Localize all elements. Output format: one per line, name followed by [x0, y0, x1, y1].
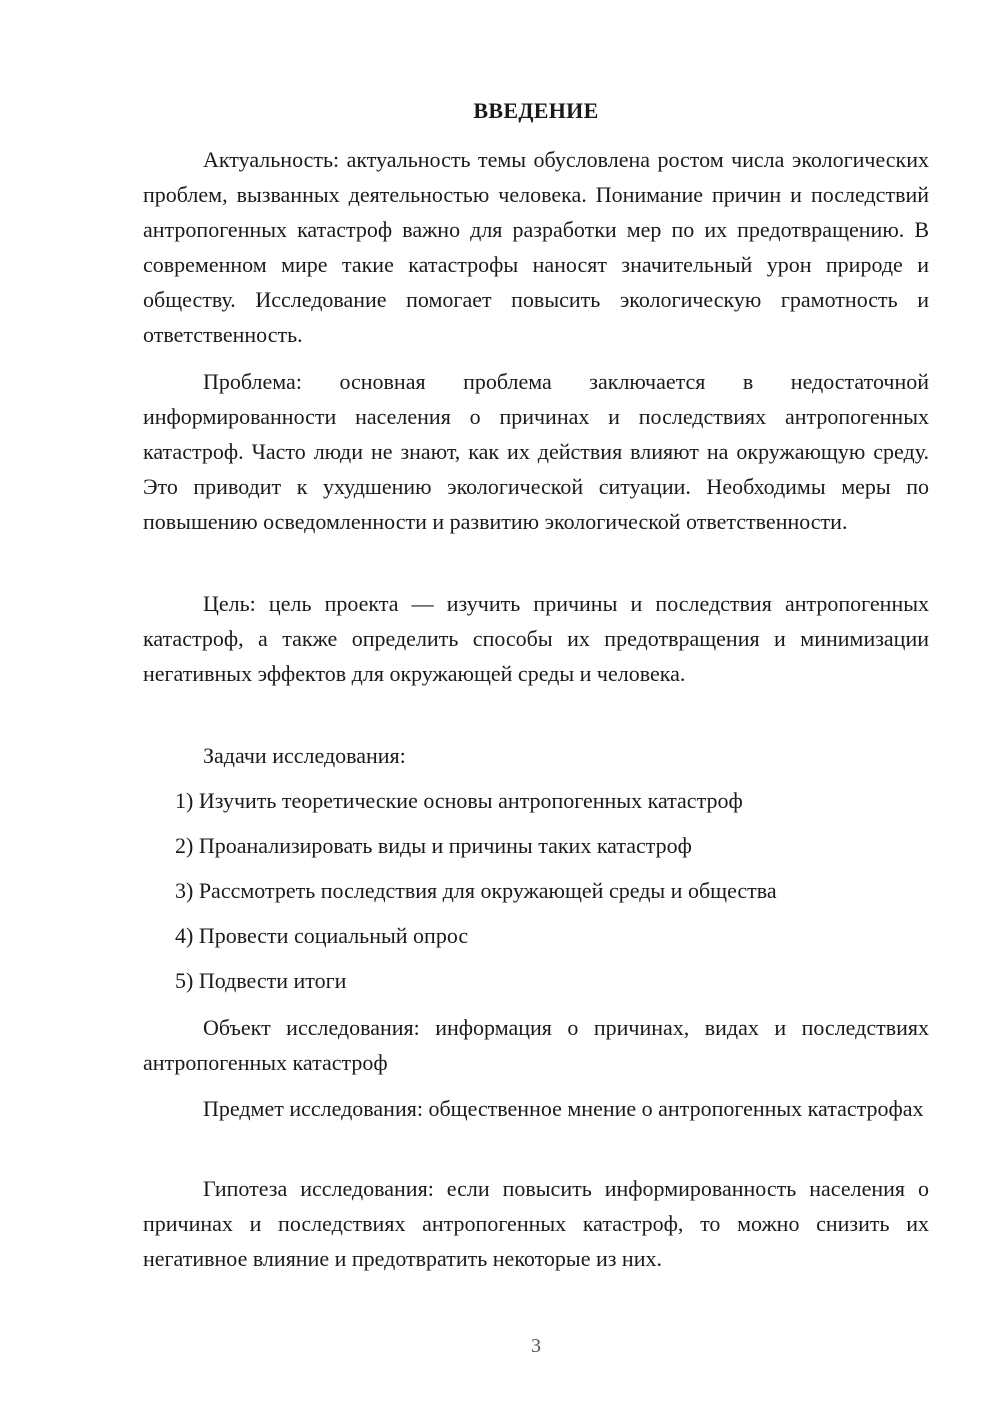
task-item: 1) Изучить теоретические основы антропогенных катастроф [175, 788, 743, 813]
paragraph-goal: Цель: цель проекта — изучить причины и последствия антропогенных катастроф, а также определить способы их предотвращения и минимизации негативных эффектов для окружающей среды и человека. [143, 591, 929, 686]
paragraph-problem: Проблема: основная проблема заключается в недостаточной информированности населения о причинах и последствиях антропогенных катастроф. Часто люди не знают, как их действия влияют на окружающую среду. Это приводит к ухудшению экологической ситуации. Необходимы меры по повышению осведомленности и развитию экологической ответственности. [143, 369, 929, 534]
section-heading: ВВЕДЕНИЕ [473, 98, 599, 123]
task-item: 4) Провести социальный опрос [175, 923, 469, 948]
paragraph-object: Объект исследования: информация о причинах, видах и последствиях антропогенных катастроф [143, 1015, 929, 1075]
task-item: 3) Рассмотреть последствия для окружающей среды и общества [175, 878, 777, 903]
paragraph-subject: Предмет исследования: общественное мнение о антропогенных катастрофах [203, 1096, 924, 1121]
task-item: 2) Проанализировать виды и причины таких катастроф [175, 833, 692, 858]
page-number: 3 [531, 1335, 541, 1357]
task-item: 5) Подвести итоги [175, 968, 347, 993]
paragraph-tasks-intro: Задачи исследования: [203, 743, 406, 768]
paragraph-hypothesis: Гипотеза исследования: если повысить информированность населения о причинах и последствиях антропогенных катастроф, то можно снизить их негативное влияние и предотвратить некоторые из них. [143, 1176, 929, 1271]
paragraph-relevance: Актуальность: актуальность темы обусловлена ростом числа экологических проблем, вызванных деятельностью человека. Понимание причин и последствий антропогенных катастроф важно для разработки мер по их предотвращению. В современном мире такие катастрофы наносят значительный урон природе и обществу. Исследование помогает повысить экологическую грамотность и ответственность. [143, 147, 929, 347]
